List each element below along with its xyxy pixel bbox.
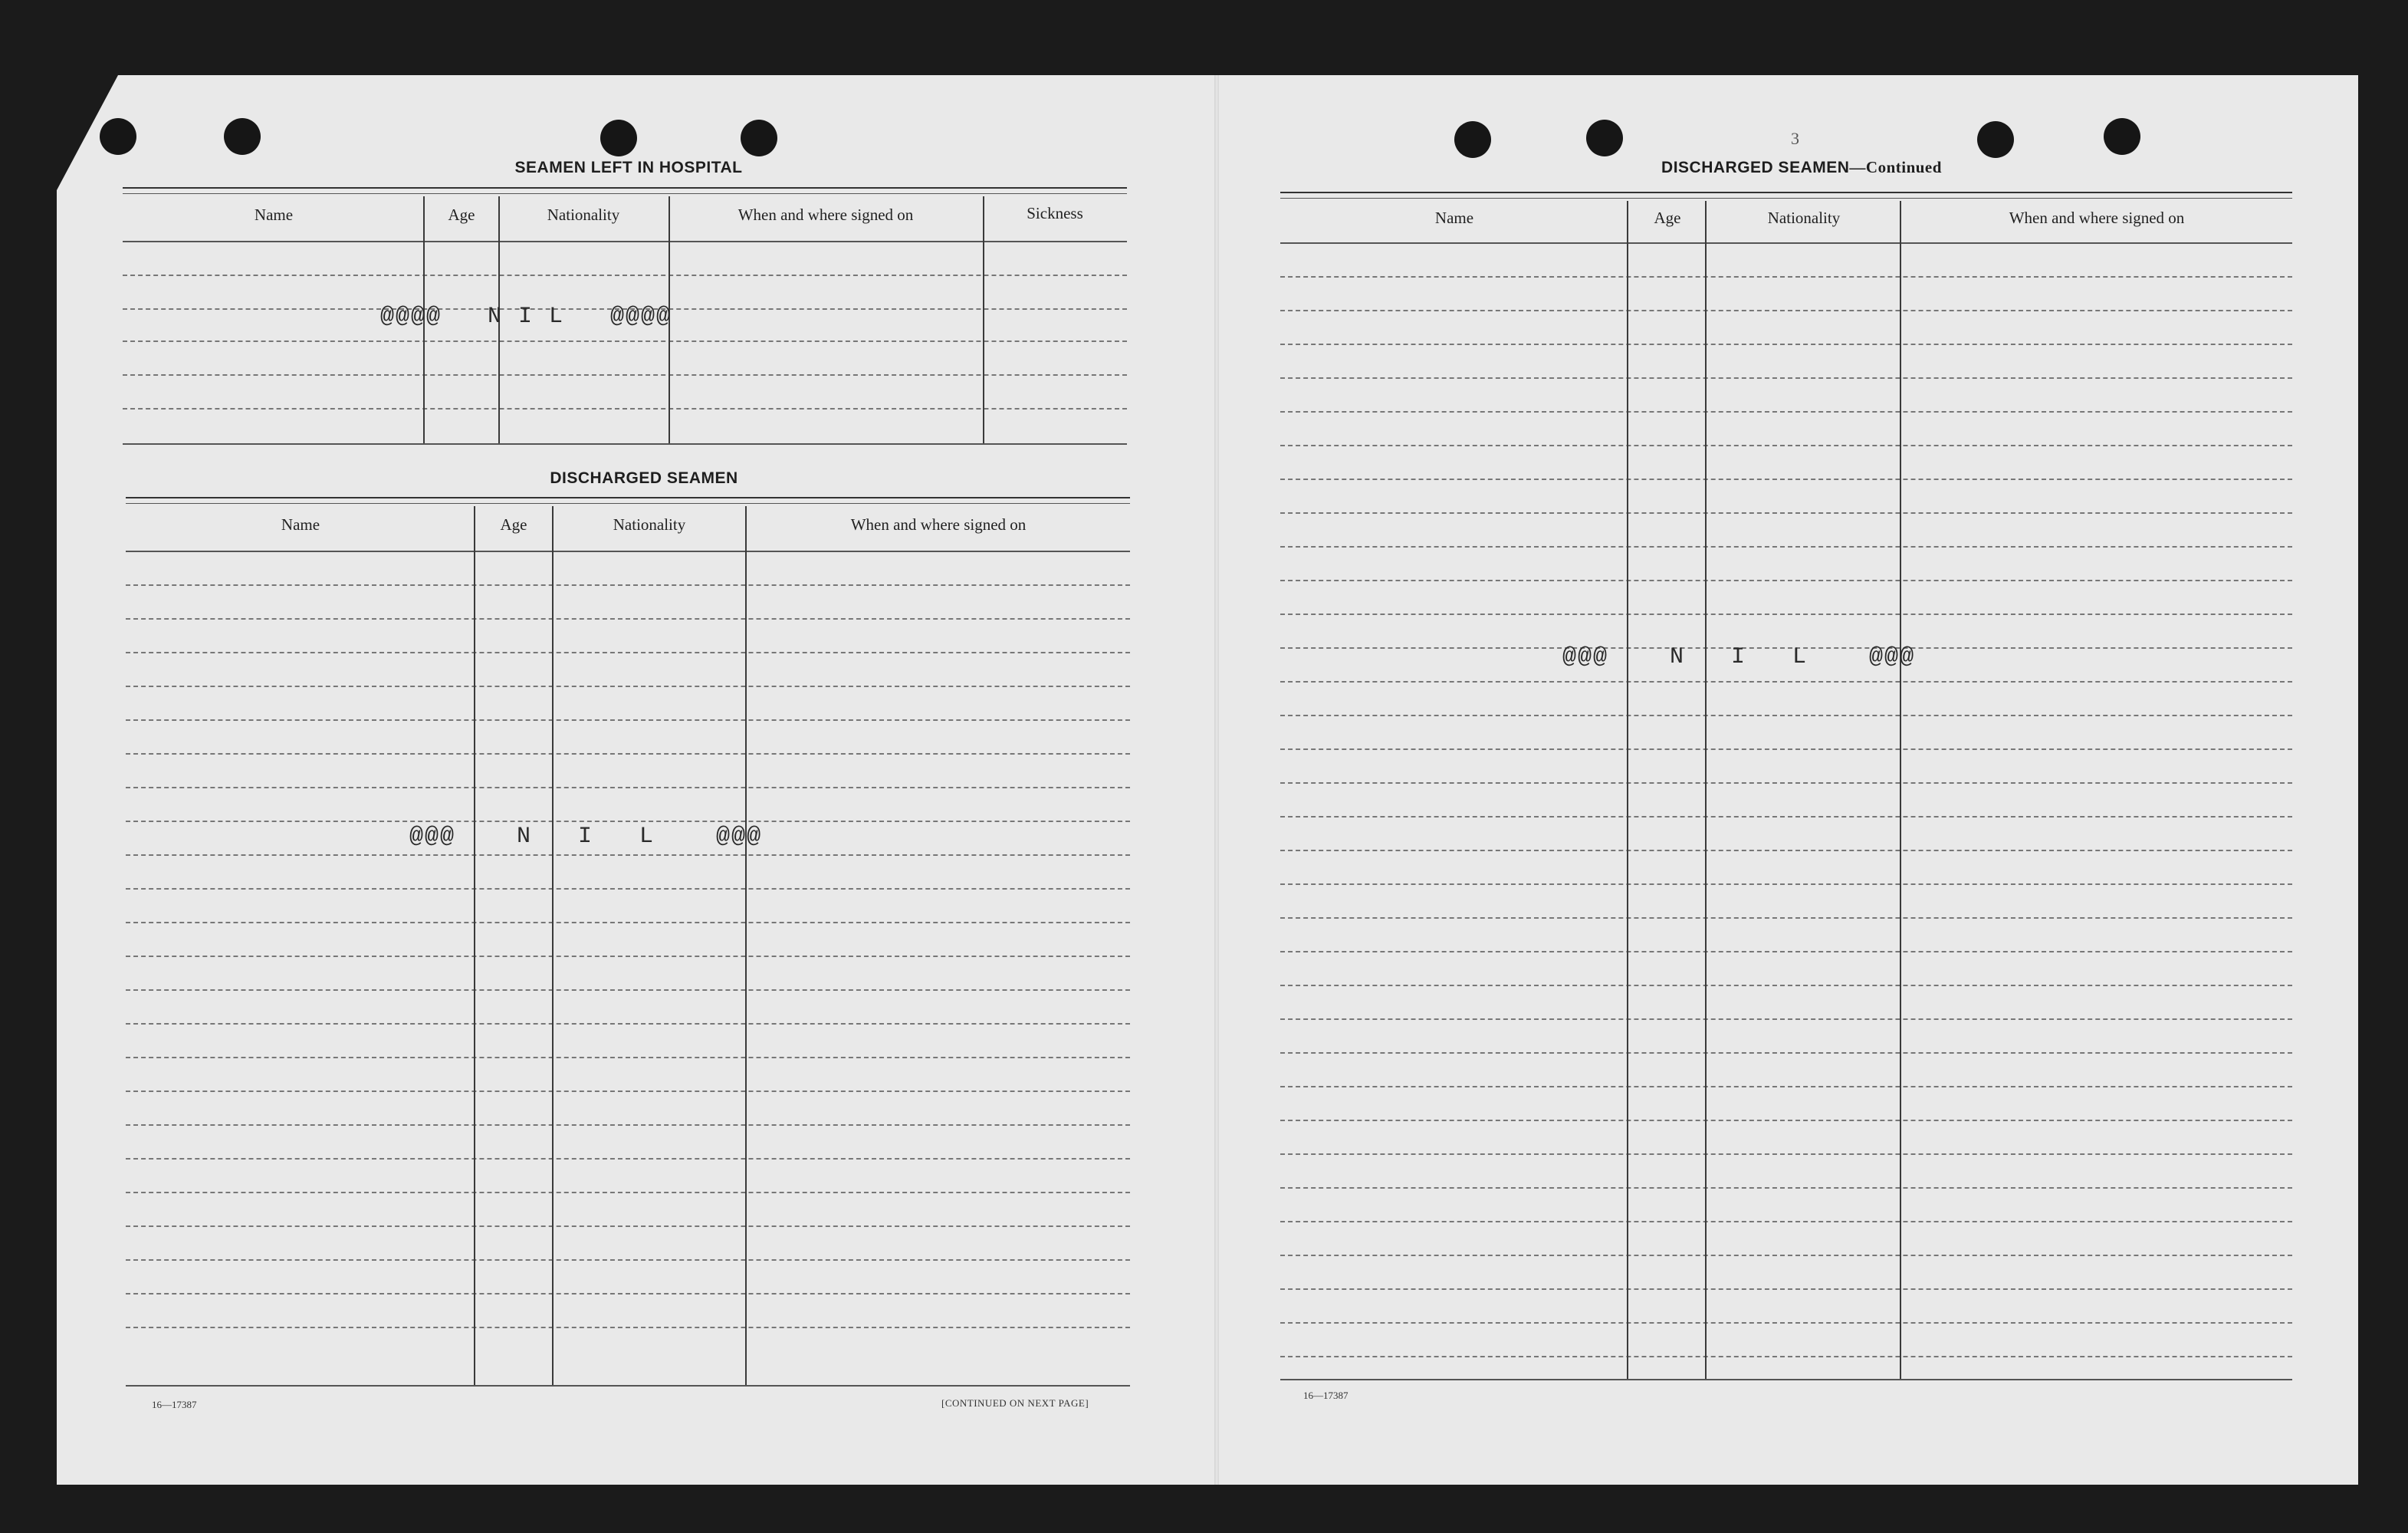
hospital-table <box>123 187 1127 448</box>
continued-col-name: Name <box>1434 209 1474 227</box>
hospital-col-sickness: Sickness <box>1027 204 1083 222</box>
discharged-col-name: Name <box>281 515 320 534</box>
continued-col-age: Age <box>1654 209 1681 227</box>
discharged-continued-title-main: DISCHARGED SEAMEN <box>1661 159 1850 176</box>
punch-hole <box>741 120 777 156</box>
discharged-col-nationality: Nationality <box>613 515 686 534</box>
continued-note: [CONTINUED ON NEXT PAGE] <box>941 1397 1089 1409</box>
hospital-col-nationality: Nationality <box>547 206 620 224</box>
right-form-number: 16—17387 <box>1303 1390 1349 1401</box>
discharged-nil-entry: @@@ N I L @@@ <box>409 824 763 850</box>
discharged-continued-table <box>1280 192 2292 1388</box>
continued-nil-entry: @@@ N I L @@@ <box>1562 644 1916 670</box>
punch-hole <box>1454 121 1491 158</box>
hospital-col-name: Name <box>254 206 294 224</box>
hospital-nil-entry: @@@@ N I L @@@@ <box>380 304 672 330</box>
punch-hole <box>1977 121 2014 158</box>
page-fold <box>1214 75 1219 1485</box>
punch-hole <box>224 118 261 155</box>
hospital-col-signed-on: When and where signed on <box>738 206 914 224</box>
page-number: 3 <box>1791 129 1799 148</box>
hospital-section-title: SEAMEN LEFT IN HOSPITAL <box>514 159 743 176</box>
discharged-table <box>126 497 1130 1394</box>
discharged-col-age: Age <box>500 515 527 534</box>
punch-hole <box>1586 120 1623 156</box>
hospital-col-age: Age <box>448 206 475 224</box>
continued-col-nationality: Nationality <box>1767 209 1841 227</box>
discharged-col-signed-on: When and where signed on <box>850 515 1027 534</box>
punch-hole <box>600 120 637 156</box>
punch-hole <box>2104 118 2140 155</box>
discharged-section-title: DISCHARGED SEAMEN <box>550 469 738 487</box>
continued-col-signed-on: When and where signed on <box>2009 209 2185 227</box>
left-form-number: 16—17387 <box>152 1399 197 1410</box>
discharged-continued-title-suffix: —Continued <box>1849 158 1942 176</box>
punch-hole <box>100 118 136 155</box>
discharged-continued-title <box>1572 158 2032 177</box>
